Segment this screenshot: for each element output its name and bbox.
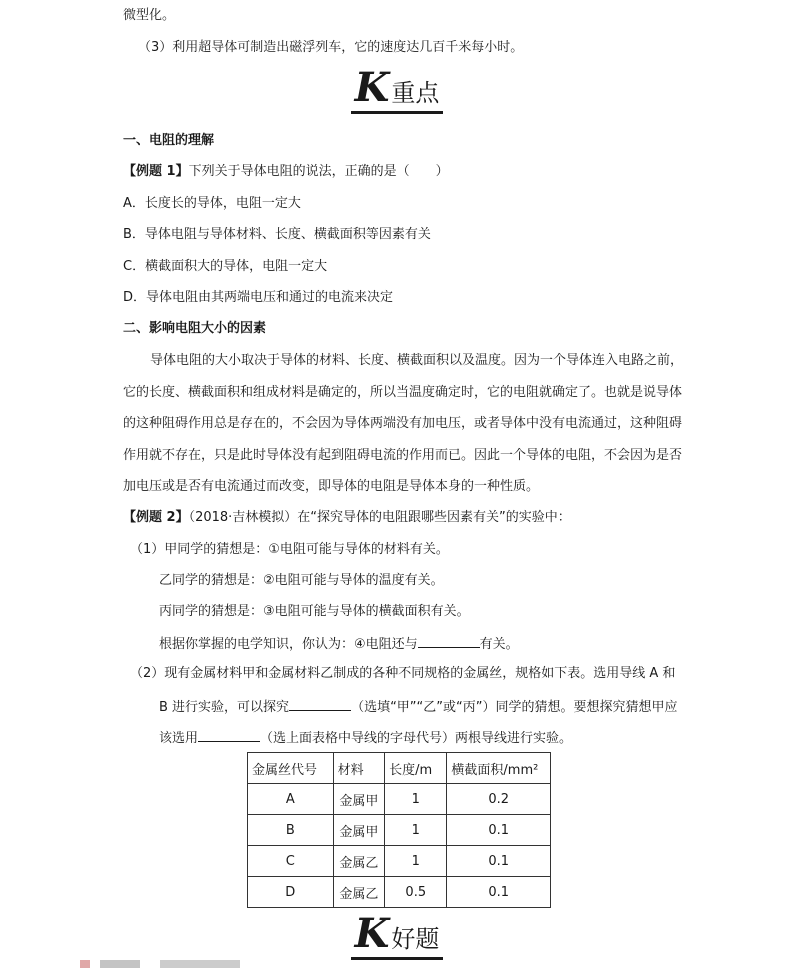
q2-line-2-before: B 进行实验，可以探究 (159, 700, 290, 715)
table-row (248, 846, 551, 877)
paragraph-line: 的这种阻碍作用总是存在的，不会因为导体两端没有加电压，或者导体中没有电流通过，这种阻碍 (123, 416, 683, 431)
example-1-tag: 【例题 1】 (123, 164, 189, 179)
table-row (248, 784, 551, 815)
option-b: B．导体电阻与导体材料、长度、横截面积等因素有关 (123, 227, 431, 242)
table-header: 横截面积/mm² (447, 753, 551, 784)
table-cell: 金属甲 (333, 815, 385, 846)
option-d: D．导体电阻由其两端电压和通过的电流来决定 (123, 290, 394, 305)
q2-line-3 (159, 728, 572, 748)
table-cell: 0.5 (385, 877, 447, 908)
q1-line: （1）甲同学的猜想是：①电阻可能与导体的材料有关。 (130, 542, 449, 557)
paragraph-line: 作用就不存在，只是此时导体没有起到阻碍电流的作用而已。因此一个导体的电阻，不会因为是否 (123, 448, 683, 463)
banner-underline (351, 957, 444, 960)
key-points-banner (0, 64, 794, 111)
table-cell: A (248, 784, 334, 815)
intro-line-top: 微型化。 (123, 8, 176, 23)
q1-last-line (159, 634, 519, 654)
q2-line-1: （2）现有金属材料甲和金属材料乙制成的各种不同规格的金属丝，规格如下表。选用导线 A 和 (130, 666, 676, 681)
section-1-heading: 一、电阻的理解 (123, 133, 215, 148)
option-c: C．横截面积大的导体，电阻一定大 (123, 259, 328, 274)
example-1 (123, 163, 449, 181)
table-cell: 1 (385, 784, 447, 815)
banner-letter: K (354, 910, 390, 957)
good-questions-banner (0, 910, 794, 957)
banner-title: 重点 (391, 79, 440, 107)
table-cell: 1 (385, 846, 447, 877)
paragraph-line: 导体电阻的大小取决于导体的材料、长度、横截面积以及温度。因为一个导体连入电路之前， (150, 353, 684, 368)
intro-item-3: （3）利用超导体可制造出磁浮列车，它的速度达几百千米每小时。 (138, 40, 524, 55)
section-2-heading: 二、影响电阻大小的因素 (123, 321, 267, 336)
q2-line-3-after: （选上面表格中导线的字母代号）两根导线进行实验。 (260, 731, 573, 746)
table-header-row (248, 753, 551, 784)
q1-last-after: 有关。 (479, 637, 519, 652)
option-a: A．长度长的导体，电阻一定大 (123, 196, 301, 211)
q1-line: 丙同学的猜想是：③电阻可能与导体的横截面积有关。 (159, 604, 470, 619)
answer-blank-3[interactable] (198, 728, 260, 742)
table-cell: 金属乙 (333, 846, 385, 877)
table-cell: B (248, 815, 334, 846)
answer-blank-2[interactable] (289, 697, 351, 711)
banner-underline (351, 111, 444, 114)
table-cell: D (248, 877, 334, 908)
table-cell: 0.1 (447, 877, 551, 908)
q1-line: 乙同学的猜想是：②电阻可能与导体的温度有关。 (159, 573, 444, 588)
q2-line-2-after: （选填“甲”“乙”或“丙”）同学的猜想。要想探究猜想甲应 (351, 700, 678, 715)
table-cell: 金属乙 (333, 877, 385, 908)
table-cell: 0.1 (447, 846, 551, 877)
table-row (248, 877, 551, 908)
table-cell: 金属甲 (333, 784, 385, 815)
example-2-text: （2018·吉林模拟）在“探究导体的电阻跟哪些因素有关”的实验中： (188, 510, 571, 525)
paragraph-line: 它的长度、横截面积和组成材料是确定的，所以当温度确定时，它的电阻就确定了。也就是说导体 (123, 385, 683, 400)
q2-line-2 (159, 697, 677, 717)
cut-off-footer-fragment (80, 960, 240, 968)
table-row (248, 815, 551, 846)
example-1-text: 下列关于导体电阻的说法，正确的是（ ） (188, 164, 449, 179)
wire-spec-table (247, 752, 551, 908)
table-cell: 1 (385, 815, 447, 846)
table-header: 材料 (333, 753, 385, 784)
banner-title: 好题 (391, 925, 440, 953)
table-header: 长度/m (385, 753, 447, 784)
table-cell: C (248, 846, 334, 877)
table-header: 金属丝代号 (248, 753, 334, 784)
example-2-tag: 【例题 2】 (123, 510, 189, 525)
q1-last-before: 根据你掌握的电学知识，你认为：④电阻还与 (159, 637, 418, 652)
example-2 (123, 509, 571, 527)
table-cell: 0.2 (447, 784, 551, 815)
table-cell: 0.1 (447, 815, 551, 846)
q2-line-3-before: 该选用 (159, 731, 199, 746)
banner-letter: K (354, 64, 390, 111)
paragraph-line: 加电压或是否有电流通过而改变，即导体的电阻是导体本身的一种性质。 (123, 479, 540, 494)
answer-blank-1[interactable] (418, 634, 480, 648)
